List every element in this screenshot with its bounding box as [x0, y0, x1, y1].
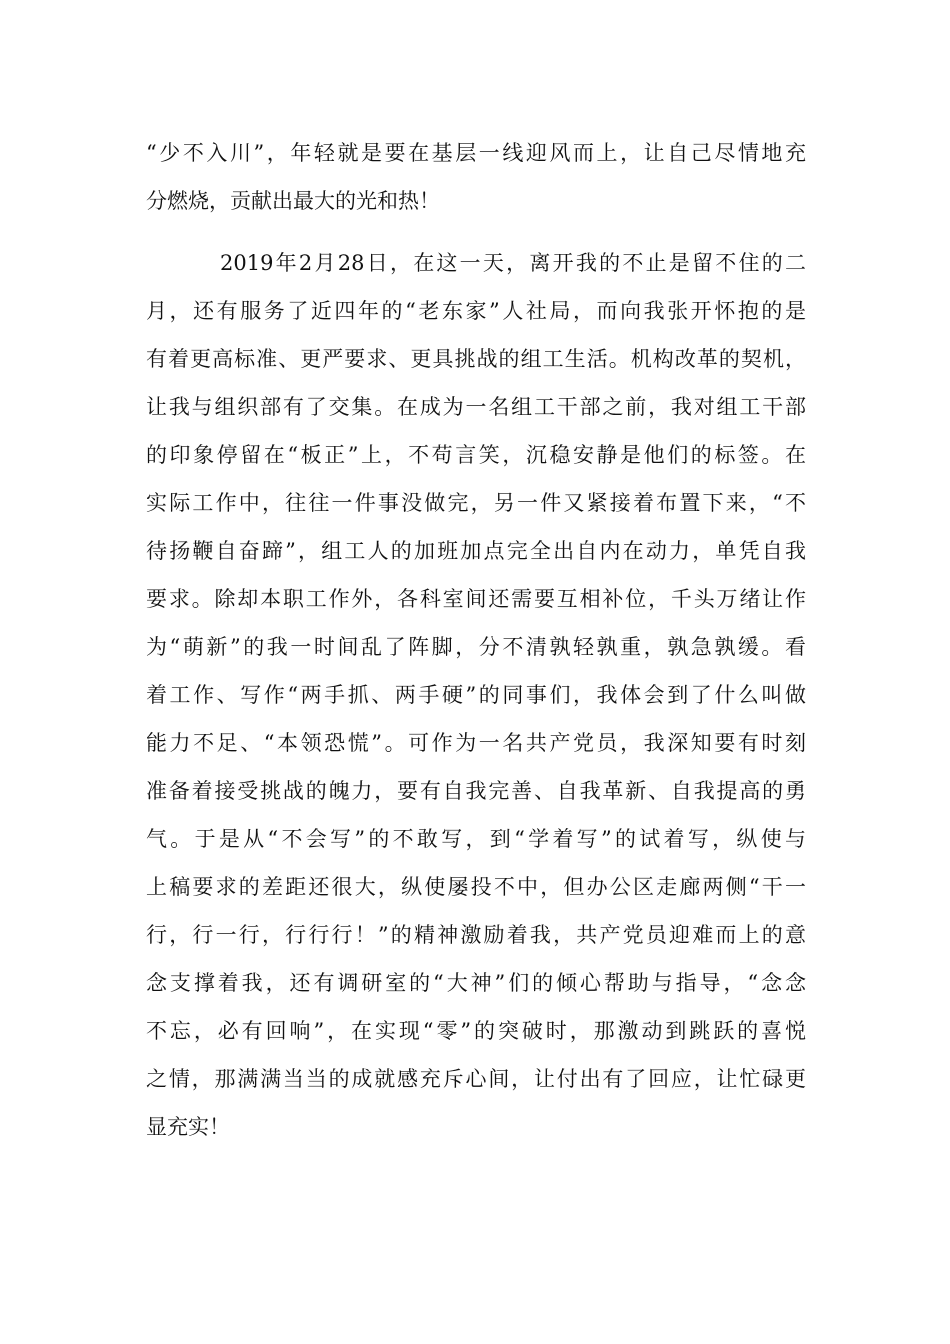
paragraph-line: “少不入川”，年轻就是要在基层一线迎风而上，让自己尽情地充 [146, 141, 806, 165]
paragraph-line: 待扬鞭自奋蹄”，组工人的加班加点完全出自内在动力，单凭自我 [146, 539, 806, 563]
paragraph-line: 念支撑着我，还有调研室的“大神”们的倾心帮助与指导，“念念 [146, 971, 806, 995]
paragraph-line: 显充实！ [146, 1115, 230, 1139]
paragraph-line: 上稿要求的差距还很大，纵使屡投不中，但办公区走廊两侧“干一 [146, 875, 806, 899]
paragraph-line: 有着更高标准、更严要求、更具挑战的组工生活。机构改革的契机， [146, 347, 806, 371]
paragraph-2 [146, 239, 806, 1151]
paragraph-line: 着工作、写作“两手抓、两手硬”的同事们，我体会到了什么叫做 [146, 683, 806, 707]
paragraph-line: 气。于是从“不会写”的不敢写，到“学着写”的试着写，纵使与 [146, 827, 806, 851]
paragraph-line: 准备着接受挑战的魄力，要有自我完善、自我革新、自我提高的勇 [146, 779, 806, 803]
paragraph-line: 月，还有服务了近四年的“老东家”人社局，而向我张开怀抱的是 [146, 299, 806, 323]
paragraph-line: 行，行一行，行行行！”的精神激励着我，共产党员迎难而上的意 [146, 923, 806, 947]
paragraph-line: 能力不足、“本领恐慌”。可作为一名共产党员，我深知要有时刻 [146, 731, 806, 755]
paragraph-line: 让我与组织部有了交集。在成为一名组工干部之前，我对组工干部 [146, 395, 806, 419]
paragraph-line: 要求。除却本职工作外，各科室间还需要互相补位，千头万绪让作 [146, 587, 806, 611]
paragraph-line: 2019年2月28日，在这一天，离开我的不止是留不住的二 [220, 251, 806, 275]
paragraph-line: 实际工作中，往往一件事没做完，另一件又紧接着布置下来，“不 [146, 491, 806, 515]
paragraph-line: 的印象停留在“板正”上，不苟言笑，沉稳安静是他们的标签。在 [146, 443, 806, 467]
paragraph-line: 不忘，必有回响”，在实现“零”的突破时，那激动到跳跃的喜悦 [146, 1019, 806, 1043]
paragraph-line: 为“萌新”的我一时间乱了阵脚，分不清孰轻孰重，孰急孰缓。看 [146, 635, 806, 659]
paragraph-line: 之情，那满满当当的成就感充斥心间，让付出有了回应，让忙碌更 [146, 1067, 806, 1091]
paragraph-1 [146, 129, 806, 225]
paragraph-line: 分燃烧，贡献出最大的光和热！ [146, 189, 440, 213]
